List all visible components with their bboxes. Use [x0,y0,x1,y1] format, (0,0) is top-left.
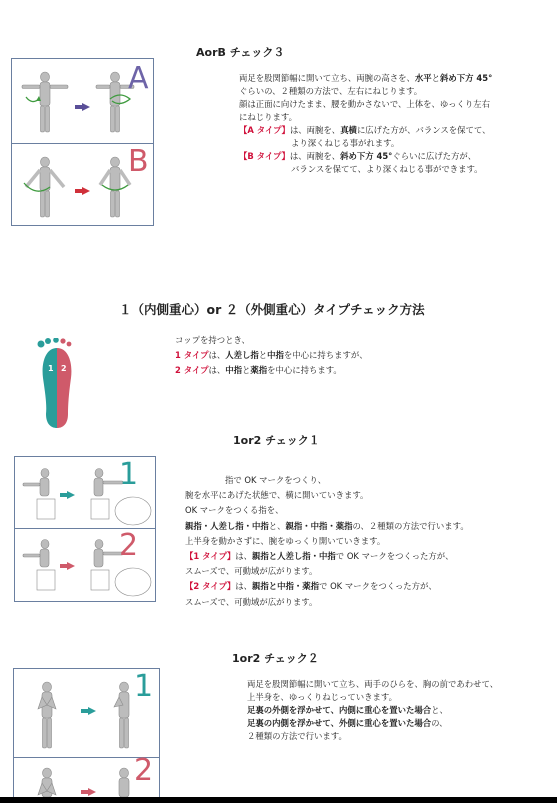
check1-type-2: 【2 タイプ】は、親指と中指・薬指で OK マークをつくった方が、 [185,581,437,592]
desc-line-1: 両足を股関節幅に開いて立ち、両腕の高さを、水平と斜め下方 45° [239,73,493,83]
aorb-figure-panel [11,58,154,226]
section-title-type-check-method: １（内側重心）or ２（外側重心）タイプチェック方法 [119,302,425,317]
check2-line-4: 足裏の内側を浮かせて、外側に重心を置いた場合の、 [247,718,448,728]
check1-line-4: 親指・人差し指・中指と、親指・中指・薬指の、２種類の方法で行います。 [185,520,469,531]
check1-line-2: 腕を水平にあげた状態で、横に開いていきます。 [185,490,369,501]
check1-type-2-cont: スムーズで、可動域が広がります。 [185,596,318,607]
section-title-1or2-check-2: 1or2 チェック２ [232,652,319,665]
cup-line-type-2: 2 タイプは、中指と薬指を中心に持ちます。 [175,365,342,375]
section-title-aorb-check-3: AorB チェック３ [196,46,285,59]
type-b-line-2: バランスを保てて、より深くねじる事ができます。 [291,164,483,174]
foot-number-1: 1 [48,364,54,373]
desc-line-3: 顔は正面に向けたまま、腰を動かさないで、上体を、ゆっくり左右 [239,99,490,109]
check1-figure-panel [14,456,156,602]
foot-illustration [36,338,78,430]
letter-a: A [128,61,149,96]
type-a-line-2: より深くねじる事がれます。 [291,138,400,148]
desc-line-2: ぐらいの、２種類の方法で、左右にねじります。 [239,86,423,96]
aorb-description [239,72,492,176]
cup-description [175,333,368,378]
number-1: 1 [119,457,139,492]
check1-line-3: OK マークをつくる指を、 [185,505,284,516]
desc-line-4: にねじります。 [239,112,297,122]
check1-line-1: 指で OK マークをつくり、 [225,475,327,485]
foot-icon [36,338,78,430]
check1-type-1: 【1 タイプ】は、親指と人差し指・中指で OK マークをつくった方が、 [185,551,454,562]
number-1: 1 [134,669,154,704]
letter-b: B [128,144,149,179]
check1-type-1-cont: スムーズで、可動域が広がります。 [185,566,318,577]
check2-line-3: 足裏の外側を浮かせて、内側に重心を置いた場合と、 [247,705,448,715]
check2-line-2: 上半身を、ゆっくりねじっていきます。 [247,692,397,702]
check2-line-5: ２種類の方法で行います。 [247,731,347,741]
check1-line-5: 上半身を動かさずに、腕をゆっくり開いていきます。 [185,535,386,546]
check1-description [185,473,469,610]
cup-line-type-1: 1 タイプは、人差し指と中指を中心に持ちますが、 [175,350,368,360]
number-2: 2 [134,753,154,788]
bottom-rule [0,797,557,803]
number-2: 2 [119,528,139,563]
check2-line-1: 両足を股関節幅に開いて立ち、両手のひらを、胸の前であわせて、 [247,679,499,689]
check2-description [247,678,498,743]
type-b-line-1: 【B タイプ】は、両腕を、斜め下方 45°ぐらいに広げた方が、 [239,151,477,161]
foot-number-2: 2 [61,364,67,373]
cup-line-1: コップを持つとき、 [175,335,250,345]
section-title-1or2-check-1: 1or2 チェック１ [233,434,320,447]
check2-figure-panel [13,668,160,798]
type-a-line-1: 【A タイプ】は、両腕を、真横に広げた方が、バランスを保てて、 [239,125,491,135]
